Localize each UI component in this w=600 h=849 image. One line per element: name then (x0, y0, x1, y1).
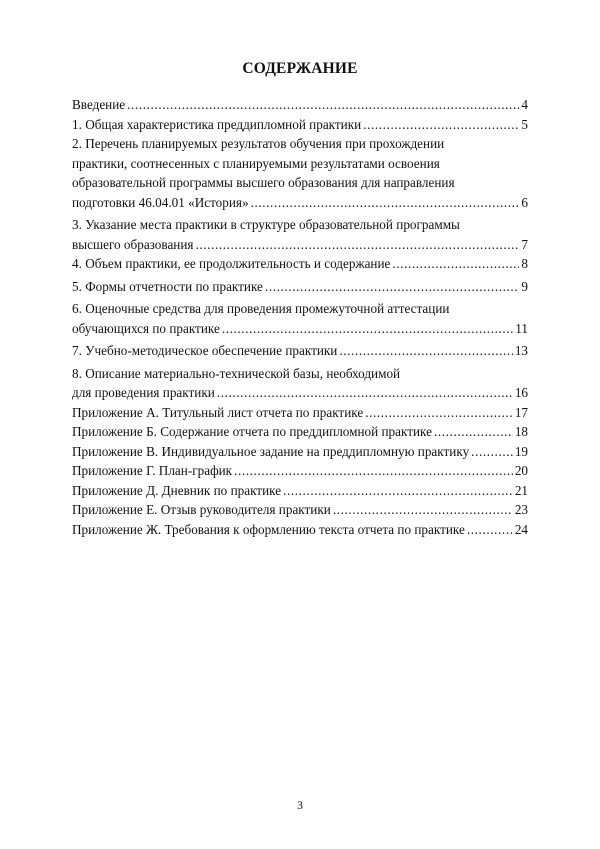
toc-entry[interactable] (72, 134, 528, 212)
toc-entry[interactable] (72, 422, 528, 442)
toc-entry-page: 5 (521, 116, 528, 132)
toc-entry-title: для проведения практики (72, 385, 215, 400)
dot-leader (363, 115, 519, 135)
dot-leader (283, 481, 513, 501)
dot-leader (471, 442, 513, 462)
toc-entry-title: Введение (72, 97, 126, 112)
toc-entry-title: Приложение Д. Дневник по практике (72, 482, 282, 498)
dot-leader (333, 500, 513, 520)
toc-entry-row (72, 422, 528, 442)
toc-entry-page: 19 (514, 443, 528, 459)
toc-entry-page: 4 (521, 97, 528, 112)
toc-entry-row (72, 115, 528, 135)
toc-entry[interactable] (72, 461, 528, 481)
dot-leader (251, 193, 520, 213)
dot-leader (195, 235, 519, 255)
toc-entry-page: 24 (514, 521, 528, 537)
toc-entry-page: 16 (514, 385, 528, 400)
toc-entry-page: 7 (521, 236, 528, 252)
toc-entry-row (72, 319, 528, 339)
toc-entry-title: Приложение Ж. Требования к оформлению текста отчета по практике (72, 521, 465, 537)
dot-leader (467, 520, 513, 540)
toc-entry-page: 21 (514, 482, 528, 498)
dot-leader (217, 383, 513, 403)
toc-entry-row (72, 383, 528, 403)
toc-entry[interactable] (72, 442, 528, 462)
toc-entry-row (72, 193, 528, 213)
toc-entry-row (72, 442, 528, 462)
toc-entry-text-line: практики, соотнесенных с планируемыми результатами освоения (72, 155, 440, 171)
toc-entry-title: 1. Общая характеристика преддипломной практики (72, 116, 362, 132)
toc-entry-title: 7. Учебно-методическое обеспечение практики (72, 343, 338, 358)
page-title: СОДЕРЖАНИЕ (242, 60, 358, 77)
toc-entry[interactable] (72, 299, 528, 338)
toc-entry[interactable] (72, 254, 528, 274)
toc-entry[interactable] (72, 341, 528, 361)
dot-leader (339, 341, 512, 361)
toc-entry-title: 5. Формы отчетности по практике (72, 278, 263, 294)
toc-entry-title: Приложение Г. План-график (72, 463, 233, 478)
toc-entry-row (72, 403, 528, 423)
toc-entry-row (72, 341, 528, 361)
toc-entry-page: 8 (521, 256, 528, 271)
toc-entry-page: 11 (515, 320, 528, 336)
toc-entry[interactable] (72, 277, 528, 297)
toc-entry-page: 13 (514, 343, 528, 358)
toc-entry-page: 20 (514, 463, 528, 478)
table-of-contents (72, 95, 528, 539)
toc-entry[interactable] (72, 481, 528, 501)
toc-entry-row (72, 520, 528, 540)
dot-leader (392, 254, 519, 274)
toc-entry-row (72, 461, 528, 481)
toc-entry-title: Приложение А. Титульный лист отчета по практике (72, 404, 364, 420)
toc-entry-text-line: образовательной программы высшего образования для направления (72, 175, 455, 190)
toc-entry-title: Приложение Б. Содержание отчета по преддипломной практике (72, 424, 432, 439)
toc-entry-row (72, 95, 528, 115)
toc-entry-title: Приложение В. Индивидуальное задание на преддипломную практику (72, 443, 470, 459)
dot-leader (127, 95, 519, 115)
dot-leader (265, 277, 519, 297)
dot-leader (234, 461, 513, 481)
toc-entry-text-line: 6. Оценочные средства для проведения промежуточной аттестации (72, 301, 450, 316)
toc-entry[interactable] (72, 500, 528, 520)
toc-entry-page: 23 (514, 502, 528, 517)
toc-entry-title: 4. Объем практики, ее продолжительность и содержание (72, 256, 391, 271)
toc-entry-row (72, 500, 528, 520)
toc-entry-row (72, 277, 528, 297)
toc-entry-page: 9 (521, 278, 528, 294)
dot-leader (434, 422, 513, 442)
toc-entry-row (72, 481, 528, 501)
toc-entry[interactable] (72, 403, 528, 423)
toc-entry[interactable] (72, 115, 528, 135)
toc-entry[interactable] (72, 215, 528, 254)
toc-entry-page: 17 (514, 404, 528, 420)
toc-entry-title: обучающихся по практике (72, 320, 220, 336)
dot-leader (365, 403, 513, 423)
toc-entry-title: подготовки 46.04.01 «История» (72, 194, 249, 210)
toc-entry-row (72, 235, 528, 255)
toc-entry-page: 18 (514, 424, 528, 439)
toc-entry-text-line: 2. Перечень планируемых результатов обучения при прохождении (72, 136, 445, 151)
toc-entry-title: Приложение Е. Отзыв руководителя практики (72, 502, 331, 517)
toc-entry[interactable] (72, 520, 528, 540)
toc-entry-page: 6 (521, 194, 528, 210)
toc-entry-text-line: 3. Указание места практики в структуре образовательной программы (72, 217, 460, 232)
page-number: 3 (297, 800, 303, 812)
toc-entry-title: высшего образования (72, 236, 194, 252)
dot-leader (222, 319, 513, 339)
toc-entry[interactable] (72, 364, 528, 403)
toc-entry[interactable] (72, 95, 528, 115)
toc-entry-row (72, 254, 528, 274)
toc-entry-text-line: 8. Описание материально-технической базы, необходимой (72, 365, 401, 381)
